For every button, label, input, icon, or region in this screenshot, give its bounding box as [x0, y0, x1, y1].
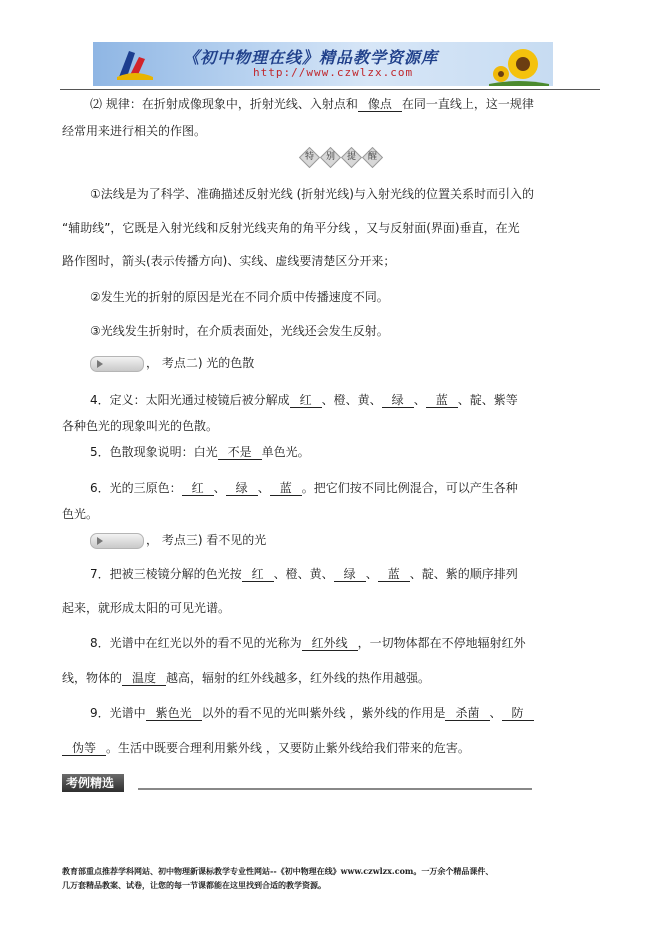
section-title: 考例精选 — [62, 774, 124, 792]
play-icon — [97, 537, 103, 545]
banner-url[interactable]: http://www.czwlzx.com — [253, 66, 414, 79]
section-badge — [90, 356, 144, 372]
tip-1-line2: “辅助线”，它既是入射光线和反射光线夹角的角平分线 ，又与反射面(界面)垂直，在光 — [62, 221, 520, 235]
q9-line2: 伪等 。生活中既要合理利用紫外线 ，又要防止紫外线给我们带来的危害。 — [62, 740, 470, 756]
q8-line1: 8．光谱中在红光以外的看不见的光称为 红外线 ，一切物体都在不停地辐射红外 — [90, 636, 526, 650]
q7-line2: 起来，就形成太阳的可见光谱。 — [62, 601, 231, 615]
play-icon — [97, 360, 103, 368]
tip-3: ③光线发生折射时，在介质表面处，光线还会发生反射。 — [90, 324, 389, 338]
paragraph-rule-line2: 经常用来进行相关的作图。 — [62, 124, 207, 138]
sunflower-icon — [489, 44, 549, 86]
q5: 5．色散现象说明：白光 不是 单色光。 — [90, 445, 310, 459]
tip-2: ②发生光的折射的原因是光在不同介质中传播速度不同。 — [90, 290, 389, 304]
q4-line2: 各种色光的现象叫光的色散。 — [62, 419, 219, 433]
section-rule — [138, 788, 532, 790]
banner-title: 《初中物理在线》精品教学资源库 — [183, 48, 439, 67]
q7-line1: 7．把被三棱镜分解的色光按 红 、橙、黄、 绿 、 蓝 、靛、紫的顺序排列 — [90, 567, 518, 581]
tip-1-line3: 路作图时，箭头(表示传播方向)、实线、虚线要清楚区分开来； — [62, 254, 396, 268]
section-header-kaoli — [62, 774, 532, 792]
page-footer: 教育部重点推荐学科网站、初中物理新课标教学专业性网站--《初中物理在线》www.czwlzx.com。一万余个精品课件、 几万套精品教案、试卷，让您的每一节课都能在这里找到合适的教学资源。 — [62, 866, 494, 890]
section-heading-kaodian2: ， 考点二) 光的色散 — [146, 356, 255, 370]
q6-line2: 色光。 — [62, 507, 99, 521]
header-banner — [93, 42, 553, 86]
logo-icon — [115, 47, 155, 81]
answer-blank: 像点 — [358, 97, 402, 112]
q8-line2: 线，物体的 温度 越高，辐射的红外线越多，红外线的热作用越强。 — [62, 671, 431, 685]
header-divider — [60, 89, 600, 90]
q6-line1: 6．光的三原色： 红 、 绿 、 蓝 。把它们按不同比例混合，可以产生各种 — [90, 481, 518, 495]
q4-line1: 4．定义：太阳光通过棱镜后被分解成 红 、橙、黄、 绿 、 蓝 、靛、紫等 — [90, 393, 518, 407]
section-badge — [90, 533, 144, 549]
special-reminder-badge: 特 别 提 醒 — [300, 150, 382, 165]
paragraph-rule-line1: ⑵ 规律：在折射成像现象中，折射光线、入射点和 像点 在同一直线上，这一规律 — [90, 97, 534, 111]
section-heading-kaodian3: ， 考点三) 看不见的光 — [146, 533, 267, 547]
q9-line1: 9．光谱中 紫色光 以外的看不见的光叫紫外线 ，紫外线的作用是 杀菌 、 防 — [90, 705, 534, 721]
tip-1-line1: ①法线是为了科学、准确描述反射光线 (折射光线)与入射光线的位置关系时而引入的 — [90, 187, 534, 201]
